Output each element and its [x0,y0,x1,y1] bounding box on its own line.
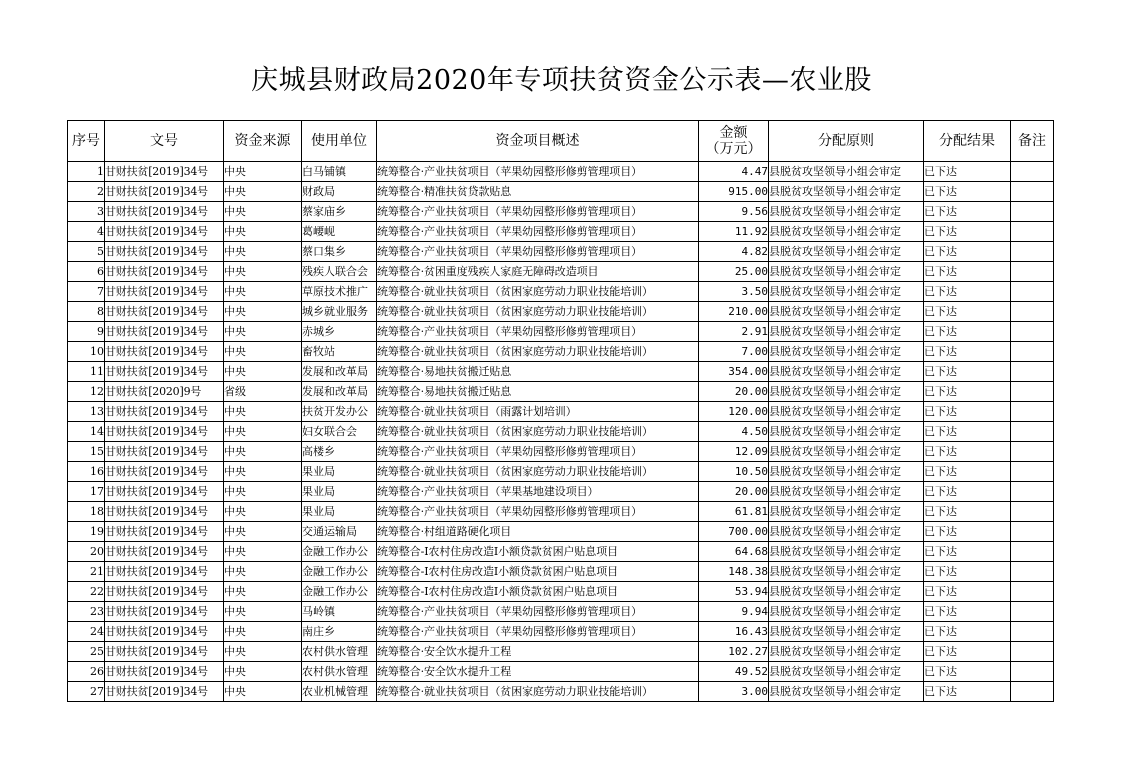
cell-allocation-result: 已下达 [924,282,1011,302]
cell-seq: 1 [68,162,105,182]
cell-amount: 354.00 [699,362,769,382]
cell-allocation-result: 已下达 [924,422,1011,442]
cell-note [1011,602,1054,622]
cell-allocation-rule: 县脱贫攻坚领导小组会审定 [769,362,924,382]
cell-allocation-rule: 县脱贫攻坚领导小组会审定 [769,322,924,342]
cell-fund-source: 中央 [224,522,302,542]
cell-allocation-result: 已下达 [924,482,1011,502]
table-row [68,582,1054,602]
cell-note [1011,622,1054,642]
table-row [68,602,1054,622]
cell-using-unit: 畜牧站 [302,342,377,362]
cell-note [1011,242,1054,262]
cell-doc-number: 甘财扶贫[2020]9号 [105,382,224,402]
cell-seq: 21 [68,562,105,582]
cell-project-summary: 统筹整合·贫困重度残疾人家庭无障碍改造项目 [377,262,699,282]
cell-using-unit: 农村供水管理 [302,642,377,662]
cell-amount: 102.27 [699,642,769,662]
cell-fund-source: 中央 [224,162,302,182]
cell-doc-number: 甘财扶贫[2019]34号 [105,682,224,702]
cell-using-unit: 高楼乡 [302,442,377,462]
cell-seq: 3 [68,202,105,222]
table-row [68,282,1054,302]
cell-amount: 210.00 [699,302,769,322]
cell-allocation-rule: 县脱贫攻坚领导小组会审定 [769,382,924,402]
cell-using-unit: 马岭镇 [302,602,377,622]
cell-fund-source: 中央 [224,182,302,202]
cell-amount: 10.50 [699,462,769,482]
cell-using-unit: 果业局 [302,482,377,502]
cell-fund-source: 中央 [224,242,302,262]
cell-seq: 10 [68,342,105,362]
cell-doc-number: 甘财扶贫[2019]34号 [105,462,224,482]
cell-seq: 8 [68,302,105,322]
cell-amount: 61.81 [699,502,769,522]
cell-note [1011,222,1054,242]
cell-allocation-rule: 县脱贫攻坚领导小组会审定 [769,342,924,362]
header-desc: 资金项目概述 [377,121,699,162]
cell-fund-source: 中央 [224,542,302,562]
cell-allocation-result: 已下达 [924,562,1011,582]
cell-project-summary: 统筹整合·就业扶贫项目（贫困家庭劳动力职业技能培训） [377,302,699,322]
cell-using-unit: 妇女联合会 [302,422,377,442]
cell-amount: 16.43 [699,622,769,642]
cell-project-summary: 统筹整合·产业扶贫项目（苹果幼园整形修剪管理项目） [377,322,699,342]
cell-fund-source: 中央 [224,362,302,382]
cell-allocation-result: 已下达 [924,642,1011,662]
cell-using-unit: 赤城乡 [302,322,377,342]
cell-amount: 4.50 [699,422,769,442]
header-seq: 序号 [68,121,105,162]
cell-using-unit: 财政局 [302,182,377,202]
cell-allocation-result: 已下达 [924,662,1011,682]
cell-amount: 120.00 [699,402,769,422]
cell-note [1011,582,1054,602]
cell-seq: 12 [68,382,105,402]
cell-doc-number: 甘财扶贫[2019]34号 [105,162,224,182]
table-row [68,222,1054,242]
cell-note [1011,482,1054,502]
table-row [68,382,1054,402]
cell-doc-number: 甘财扶贫[2019]34号 [105,582,224,602]
table-row [68,622,1054,642]
cell-allocation-rule: 县脱贫攻坚领导小组会审定 [769,262,924,282]
cell-seq: 19 [68,522,105,542]
cell-allocation-result: 已下达 [924,502,1011,522]
cell-using-unit: 金融工作办公 [302,542,377,562]
table-row [68,662,1054,682]
cell-project-summary: 统筹整合·就业扶贫项目（贫困家庭劳动力职业技能培训） [377,282,699,302]
cell-seq: 18 [68,502,105,522]
cell-seq: 27 [68,682,105,702]
cell-doc-number: 甘财扶贫[2019]34号 [105,422,224,442]
cell-note [1011,682,1054,702]
cell-note [1011,262,1054,282]
cell-allocation-rule: 县脱贫攻坚领导小组会审定 [769,182,924,202]
cell-seq: 13 [68,402,105,422]
cell-note [1011,662,1054,682]
cell-project-summary: 统筹整合·产业扶贫项目（苹果幼园整形修剪管理项目） [377,242,699,262]
cell-seq: 20 [68,542,105,562]
cell-doc-number: 甘财扶贫[2019]34号 [105,642,224,662]
cell-amount: 4.82 [699,242,769,262]
cell-using-unit: 残疾人联合会 [302,262,377,282]
cell-allocation-result: 已下达 [924,362,1011,382]
cell-amount: 9.56 [699,202,769,222]
cell-using-unit: 金融工作办公 [302,562,377,582]
table-row [68,642,1054,662]
cell-using-unit: 城乡就业服务 [302,302,377,322]
cell-fund-source: 中央 [224,342,302,362]
cell-using-unit: 白马铺镇 [302,162,377,182]
cell-project-summary: 统筹整合-I农村住房改造I小额贷款贫困户贴息项目 [377,542,699,562]
cell-project-summary: 统筹整合·精准扶贫贷款贴息 [377,182,699,202]
cell-fund-source: 中央 [224,322,302,342]
table-row [68,262,1054,282]
cell-doc-number: 甘财扶贫[2019]34号 [105,562,224,582]
cell-allocation-rule: 县脱贫攻坚领导小组会审定 [769,682,924,702]
cell-fund-source: 中央 [224,642,302,662]
header-row [68,121,1054,162]
cell-note [1011,502,1054,522]
cell-project-summary: 统筹整合-I农村住房改造I小额贷款贫困户贴息项目 [377,582,699,602]
cell-seq: 5 [68,242,105,262]
page-title: 庆城县财政局2020年专项扶贫资金公示表—农业股 [251,65,872,96]
cell-note [1011,522,1054,542]
cell-note [1011,162,1054,182]
cell-amount: 53.94 [699,582,769,602]
cell-amount: 20.00 [699,482,769,502]
cell-seq: 17 [68,482,105,502]
cell-project-summary: 统筹整合·就业扶贫项目（贫困家庭劳动力职业技能培训） [377,462,699,482]
cell-fund-source: 中央 [224,262,302,282]
cell-amount: 3.50 [699,282,769,302]
cell-seq: 16 [68,462,105,482]
cell-project-summary: 统筹整合·产业扶贫项目（苹果幼园整形修剪管理项目） [377,502,699,522]
cell-note [1011,562,1054,582]
funds-table [67,120,1054,702]
cell-doc-number: 甘财扶贫[2019]34号 [105,342,224,362]
cell-note [1011,442,1054,462]
header-amount [699,121,769,162]
header-amount-line1: 金额 [719,125,748,141]
cell-allocation-rule: 县脱贫攻坚领导小组会审定 [769,462,924,482]
table-row [68,522,1054,542]
cell-doc-number: 甘财扶贫[2019]34号 [105,182,224,202]
cell-amount: 64.68 [699,542,769,562]
cell-allocation-rule: 县脱贫攻坚领导小组会审定 [769,422,924,442]
table-body [68,162,1054,702]
cell-project-summary: 统筹整合-I农村住房改造I小额贷款贫困户贴息项目 [377,562,699,582]
table-row [68,362,1054,382]
cell-amount: 20.00 [699,382,769,402]
cell-allocation-rule: 县脱贫攻坚领导小组会审定 [769,242,924,262]
table-row [68,302,1054,322]
cell-project-summary: 统筹整合·产业扶贫项目（苹果幼园整形修剪管理项目） [377,622,699,642]
cell-note [1011,182,1054,202]
cell-allocation-result: 已下达 [924,342,1011,362]
cell-project-summary: 统筹整合·产业扶贫项目（苹果幼园整形修剪管理项目） [377,442,699,462]
cell-doc-number: 甘财扶贫[2019]34号 [105,242,224,262]
cell-project-summary: 统筹整合·产业扶贫项目（苹果幼园整形修剪管理项目） [377,202,699,222]
cell-note [1011,402,1054,422]
table-row [68,502,1054,522]
cell-fund-source: 中央 [224,582,302,602]
cell-allocation-result: 已下达 [924,382,1011,402]
cell-seq: 7 [68,282,105,302]
cell-allocation-result: 已下达 [924,222,1011,242]
table-row [68,162,1054,182]
cell-fund-source: 中央 [224,422,302,442]
cell-allocation-rule: 县脱贫攻坚领导小组会审定 [769,642,924,662]
cell-fund-source: 中央 [224,482,302,502]
cell-project-summary: 统筹整合·易地扶贫搬迁贴息 [377,382,699,402]
cell-allocation-rule: 县脱贫攻坚领导小组会审定 [769,162,924,182]
cell-using-unit: 扶贫开发办公 [302,402,377,422]
cell-amount: 700.00 [699,522,769,542]
cell-seq: 15 [68,442,105,462]
cell-note [1011,362,1054,382]
cell-doc-number: 甘财扶贫[2019]34号 [105,522,224,542]
cell-using-unit: 农业机械管理 [302,682,377,702]
header-unit: 使用单位 [302,121,377,162]
cell-allocation-result: 已下达 [924,162,1011,182]
cell-allocation-result: 已下达 [924,242,1011,262]
cell-allocation-rule: 县脱贫攻坚领导小组会审定 [769,622,924,642]
cell-fund-source: 中央 [224,662,302,682]
cell-amount: 9.94 [699,602,769,622]
cell-project-summary: 统筹整合·就业扶贫项目（贫困家庭劳动力职业技能培训） [377,422,699,442]
header-doc: 文号 [105,121,224,162]
cell-allocation-rule: 县脱贫攻坚领导小组会审定 [769,202,924,222]
cell-project-summary: 统筹整合·就业扶贫项目（雨露计划培训） [377,402,699,422]
cell-amount: 148.38 [699,562,769,582]
cell-note [1011,282,1054,302]
cell-note [1011,202,1054,222]
cell-project-summary: 统筹整合·产业扶贫项目（苹果幼园整形修剪管理项目） [377,602,699,622]
cell-allocation-result: 已下达 [924,262,1011,282]
cell-amount: 49.52 [699,662,769,682]
header-amount-line2: （万元） [705,141,762,157]
cell-doc-number: 甘财扶贫[2019]34号 [105,262,224,282]
cell-amount: 7.00 [699,342,769,362]
cell-allocation-rule: 县脱贫攻坚领导小组会审定 [769,222,924,242]
cell-doc-number: 甘财扶贫[2019]34号 [105,662,224,682]
cell-doc-number: 甘财扶贫[2019]34号 [105,622,224,642]
cell-fund-source: 中央 [224,502,302,522]
cell-using-unit: 蔡家庙乡 [302,202,377,222]
cell-fund-source: 中央 [224,202,302,222]
cell-seq: 6 [68,262,105,282]
cell-allocation-rule: 县脱贫攻坚领导小组会审定 [769,442,924,462]
cell-using-unit: 金融工作办公 [302,582,377,602]
cell-note [1011,322,1054,342]
cell-using-unit: 发展和改革局 [302,382,377,402]
header-source: 资金来源 [224,121,302,162]
cell-allocation-result: 已下达 [924,602,1011,622]
cell-allocation-rule: 县脱贫攻坚领导小组会审定 [769,582,924,602]
cell-note [1011,422,1054,442]
cell-doc-number: 甘财扶贫[2019]34号 [105,322,224,342]
table-row [68,562,1054,582]
cell-using-unit: 果业局 [302,502,377,522]
cell-allocation-rule: 县脱贫攻坚领导小组会审定 [769,282,924,302]
table-row [68,542,1054,562]
cell-using-unit: 草原技术推广 [302,282,377,302]
table-row [68,462,1054,482]
cell-amount: 12.09 [699,442,769,462]
header-result: 分配结果 [924,121,1011,162]
cell-using-unit: 农村供水管理 [302,662,377,682]
table-row [68,442,1054,462]
cell-doc-number: 甘财扶贫[2019]34号 [105,282,224,302]
cell-using-unit: 交通运输局 [302,522,377,542]
cell-allocation-rule: 县脱贫攻坚领导小组会审定 [769,602,924,622]
cell-project-summary: 统筹整合·易地扶贫搬迁贴息 [377,362,699,382]
cell-allocation-result: 已下达 [924,202,1011,222]
cell-seq: 14 [68,422,105,442]
table-row [68,182,1054,202]
cell-seq: 4 [68,222,105,242]
cell-fund-source: 中央 [224,222,302,242]
cell-project-summary: 统筹整合·产业扶贫项目（苹果基地建设项目） [377,482,699,502]
cell-amount: 25.00 [699,262,769,282]
cell-fund-source: 中央 [224,602,302,622]
cell-seq: 23 [68,602,105,622]
header-note: 备注 [1011,121,1054,162]
cell-allocation-result: 已下达 [924,302,1011,322]
cell-seq: 22 [68,582,105,602]
cell-doc-number: 甘财扶贫[2019]34号 [105,442,224,462]
cell-project-summary: 统筹整合·就业扶贫项目（贫困家庭劳动力职业技能培训） [377,342,699,362]
cell-allocation-rule: 县脱贫攻坚领导小组会审定 [769,542,924,562]
cell-allocation-result: 已下达 [924,542,1011,562]
table-row [68,342,1054,362]
cell-seq: 25 [68,642,105,662]
cell-allocation-result: 已下达 [924,682,1011,702]
cell-doc-number: 甘财扶贫[2019]34号 [105,502,224,522]
cell-seq: 11 [68,362,105,382]
cell-seq: 26 [68,662,105,682]
cell-fund-source: 中央 [224,562,302,582]
table-row [68,322,1054,342]
cell-allocation-rule: 县脱贫攻坚领导小组会审定 [769,502,924,522]
header-rule: 分配原则 [769,121,924,162]
cell-fund-source: 中央 [224,462,302,482]
cell-allocation-result: 已下达 [924,522,1011,542]
cell-project-summary: 统筹整合·村组道路硬化项目 [377,522,699,542]
cell-seq: 9 [68,322,105,342]
cell-allocation-rule: 县脱贫攻坚领导小组会审定 [769,562,924,582]
cell-doc-number: 甘财扶贫[2019]34号 [105,302,224,322]
cell-fund-source: 中央 [224,282,302,302]
cell-allocation-result: 已下达 [924,182,1011,202]
cell-amount: 915.00 [699,182,769,202]
cell-doc-number: 甘财扶贫[2019]34号 [105,602,224,622]
cell-allocation-rule: 县脱贫攻坚领导小组会审定 [769,662,924,682]
cell-using-unit: 发展和改革局 [302,362,377,382]
cell-using-unit: 蔡口集乡 [302,242,377,262]
cell-using-unit: 果业局 [302,462,377,482]
cell-doc-number: 甘财扶贫[2019]34号 [105,482,224,502]
cell-project-summary: 统筹整合·产业扶贫项目（苹果幼园整形修剪管理项目） [377,222,699,242]
cell-amount: 2.91 [699,322,769,342]
cell-allocation-rule: 县脱贫攻坚领导小组会审定 [769,402,924,422]
cell-note [1011,462,1054,482]
cell-fund-source: 中央 [224,302,302,322]
cell-amount: 4.47 [699,162,769,182]
cell-note [1011,382,1054,402]
cell-fund-source: 中央 [224,622,302,642]
cell-allocation-result: 已下达 [924,462,1011,482]
cell-seq: 2 [68,182,105,202]
table-row [68,482,1054,502]
table-row [68,202,1054,222]
table-row [68,242,1054,262]
cell-project-summary: 统筹整合·安全饮水提升工程 [377,642,699,662]
cell-allocation-result: 已下达 [924,322,1011,342]
cell-allocation-rule: 县脱贫攻坚领导小组会审定 [769,482,924,502]
cell-fund-source: 中央 [224,402,302,422]
cell-doc-number: 甘财扶贫[2019]34号 [105,542,224,562]
cell-using-unit: 葛崾岘 [302,222,377,242]
cell-seq: 24 [68,622,105,642]
cell-allocation-result: 已下达 [924,622,1011,642]
cell-allocation-result: 已下达 [924,402,1011,422]
cell-amount: 3.00 [699,682,769,702]
cell-note [1011,642,1054,662]
cell-allocation-rule: 县脱贫攻坚领导小组会审定 [769,302,924,322]
table-row [68,402,1054,422]
cell-note [1011,542,1054,562]
cell-note [1011,302,1054,322]
cell-project-summary: 统筹整合·安全饮水提升工程 [377,662,699,682]
cell-project-summary: 统筹整合·产业扶贫项目（苹果幼园整形修剪管理项目） [377,162,699,182]
cell-fund-source: 中央 [224,442,302,462]
cell-using-unit: 南庄乡 [302,622,377,642]
cell-amount: 11.92 [699,222,769,242]
cell-allocation-rule: 县脱贫攻坚领导小组会审定 [769,522,924,542]
cell-allocation-result: 已下达 [924,442,1011,462]
table-row [68,422,1054,442]
cell-fund-source: 中央 [224,682,302,702]
cell-doc-number: 甘财扶贫[2019]34号 [105,362,224,382]
table-row [68,682,1054,702]
cell-project-summary: 统筹整合·就业扶贫项目（贫困家庭劳动力职业技能培训） [377,682,699,702]
cell-fund-source: 省级 [224,382,302,402]
cell-doc-number: 甘财扶贫[2019]34号 [105,202,224,222]
cell-note [1011,342,1054,362]
cell-doc-number: 甘财扶贫[2019]34号 [105,402,224,422]
cell-allocation-result: 已下达 [924,582,1011,602]
cell-doc-number: 甘财扶贫[2019]34号 [105,222,224,242]
